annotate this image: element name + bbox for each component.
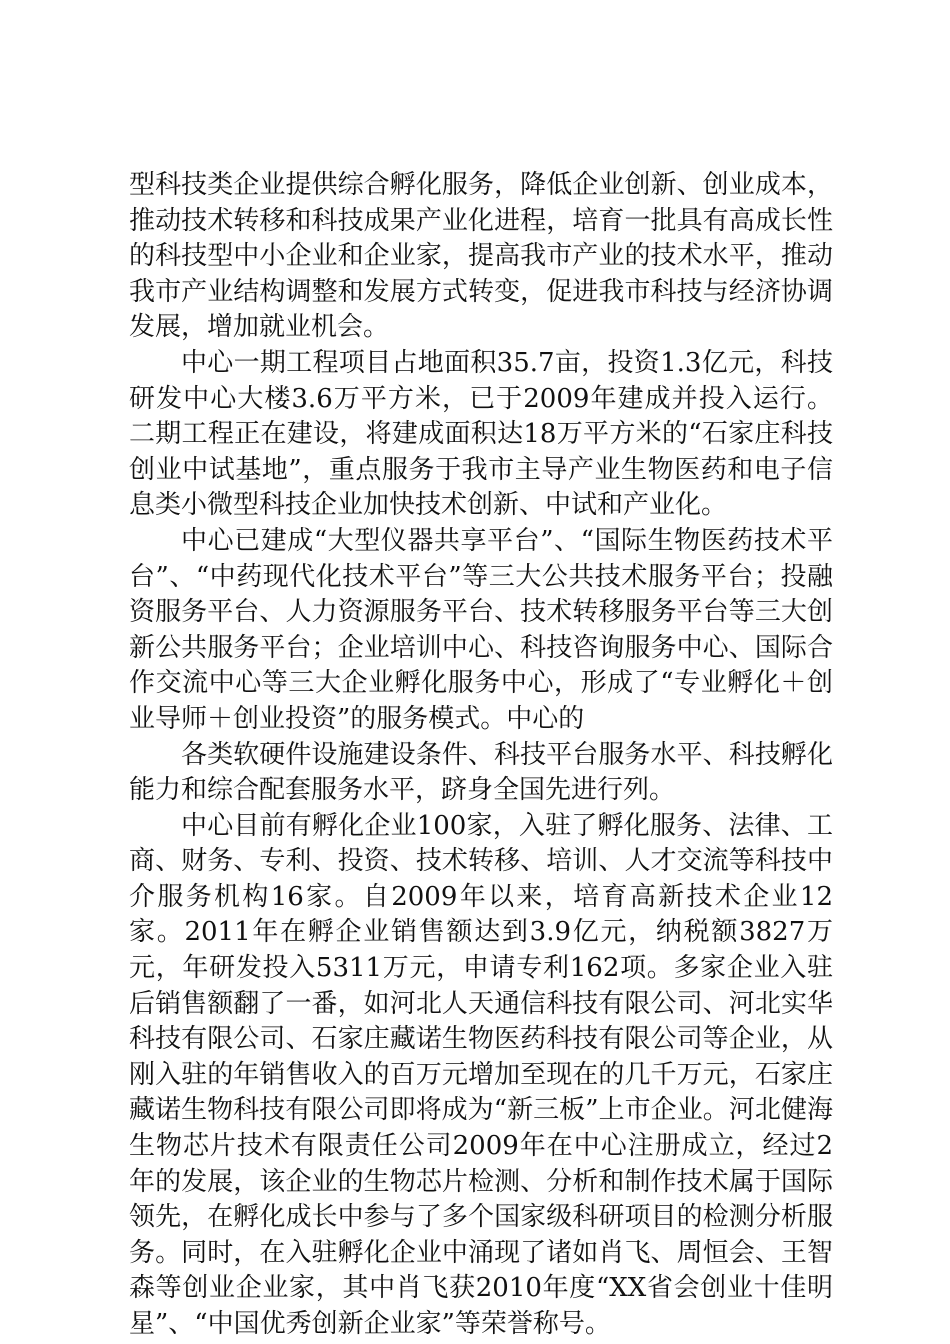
paragraph-3: 中心已建成“大型仪器共享平台”、“国际生物医药技术平台”、“中药现代化技术平台”等三大公共技术服务平台；投融资服务平台、人力资源服务平台、技术转移服务平台等三大创新公共服务平台；企业培训中心、科技咨询服务中心、国际合作交流中心等三大企业孵化服务中心，形成了“专业孵化＋创业导师＋创业投资”的服务模式。中心的 <box>129 525 833 734</box>
paragraph-2: 中心一期工程项目占地面积35.7亩，投资1.3亿元，科技研发中心大楼3.6万平方米，已于2009年建成并投入运行。二期工程正在建设，将建成面积达18万平方米的“石家庄科技创业中试基地”，重点服务于我市主导产业生物医药和电子信息类小微型科技企业加快技术创新、中试和产业化。 <box>129 347 833 521</box>
paragraph-1: 型科技类企业提供综合孵化服务，降低企业创新、创业成本，推动技术转移和科技成果产业化进程，培育一批具有高成长性的科技型中小企业和企业家，提高我市产业的技术水平，推动我市产业结构调整和发展方式转变，促进我市科技与经济协调发展，增加就业机会。 <box>129 170 833 343</box>
document-body <box>129 168 833 1343</box>
paragraph-5: 中心目前有孵化企业100家，入驻了孵化服务、法律、工商、财务、专利、投资、技术转移、培训、人才交流等科技中介服务机构16家。自2009年以来，培育高新技术企业12家。2011年在孵企业销售额达到3.9亿元，纳税额3827万元，年研发投入5311万元，申请专利162项。多家企业入驻后销售额翻了一番，如河北人天通信科技有限公司、河北实华科技有限公司、石家庄藏诺生物医药科技有限公司等企业，从刚入驻的年销售收入的百万元增加至现在的几千万元，石家庄藏诺生物科技有限公司即将成为“新三板”上市企业。河北健海生物芯片技术有限责任公司2009年在中心注册成立，经过2年的发展，该企业的生物芯片检测、分析和制作技术属于国际领先，在孵化成长中参与了多个国家级科研项目的检测分析服务。同时，在入驻孵化企业中涌现了诸如肖飞、周恒会、王智森等创业企业家，其中肖飞获2010年度“XX省会创业十佳明星”、“中国优秀创新企业家”等荣誉称号。 <box>129 810 833 1339</box>
paragraph-4: 各类软硬件设施建设条件、科技平台服务水平、科技孵化能力和综合配套服务水平，跻身全国先进行列。 <box>129 739 833 806</box>
